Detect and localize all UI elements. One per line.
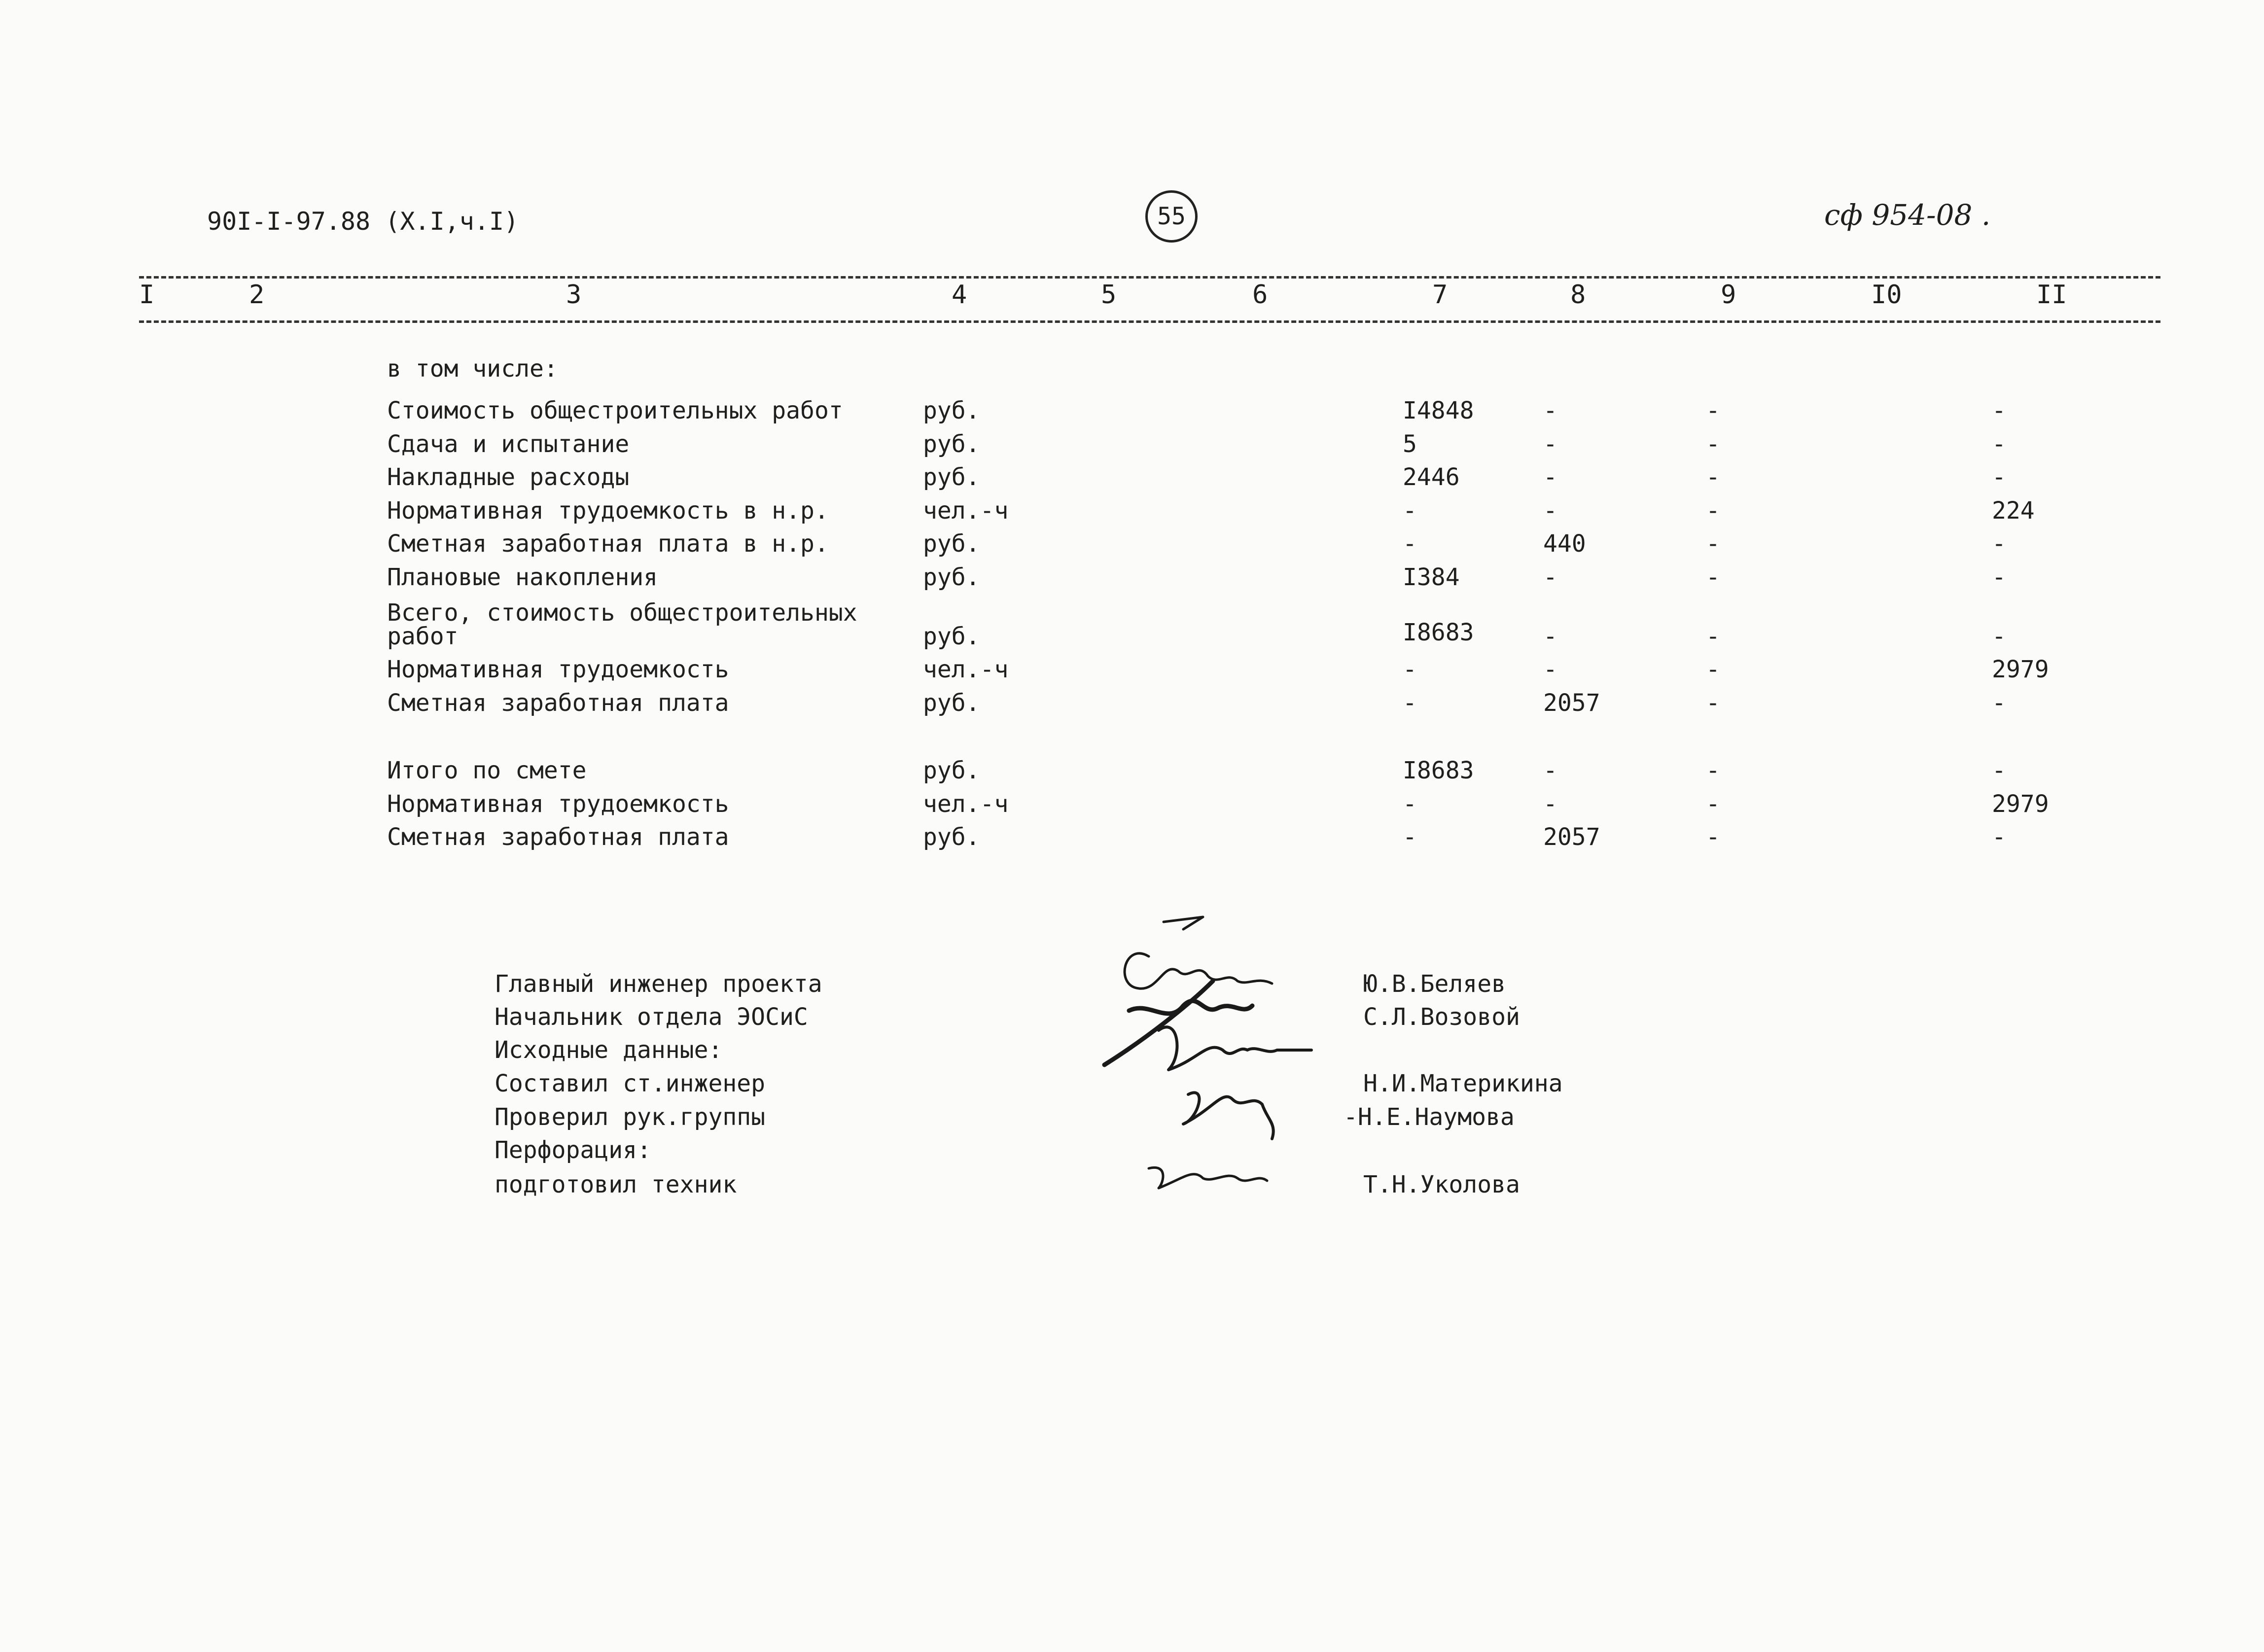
row-col9: -: [1706, 430, 1720, 458]
col-header-8: 8: [1570, 280, 1586, 310]
row-col8: -: [1543, 430, 1557, 458]
row-col7: I8683: [1403, 757, 1474, 784]
header-rule-bottom: [139, 320, 2160, 323]
row-unit: руб.: [923, 563, 980, 591]
signature-name: С.Л.Возовой: [1363, 1003, 1520, 1031]
col-header-10: I0: [1871, 280, 1902, 310]
row-col7: 5: [1403, 430, 1417, 458]
row-col7: 2446: [1403, 463, 1460, 491]
row-col11: 224: [1992, 497, 2035, 525]
document-code: 90I-I-97.88 (X.I,ч.I): [207, 207, 519, 236]
row-name: Стоимость общестроительных работ: [387, 397, 843, 424]
row-col7: -: [1403, 656, 1417, 683]
signature-name: Т.Н.Уколова: [1363, 1171, 1520, 1198]
row-name: Плановые накопления: [387, 563, 658, 591]
row-col9: -: [1706, 463, 1720, 491]
row-name-continued: работ: [387, 623, 459, 650]
signature-name: Н.И.Материкина: [1363, 1070, 1563, 1097]
header-rule-top: [139, 276, 2160, 279]
row-col8: 2057: [1543, 689, 1600, 717]
row-col9: -: [1706, 757, 1720, 784]
row-col11: -: [1992, 530, 2006, 558]
row-unit: руб.: [923, 689, 980, 717]
row-name: Всего, стоимость общестроительных: [387, 599, 857, 627]
col-header-3: 3: [566, 280, 582, 310]
row-col7: -: [1403, 530, 1417, 558]
row-col11: -: [1992, 623, 2006, 650]
sheet-code: сф 954-08 .: [1824, 198, 1991, 232]
row-col8: -: [1543, 656, 1557, 683]
row-col9: -: [1706, 823, 1720, 851]
row-unit: чел.-ч: [923, 790, 1009, 818]
signature-role: Перфорация:: [495, 1136, 651, 1164]
row-col7: -: [1403, 790, 1417, 818]
row-col8: 440: [1543, 530, 1586, 558]
col-header-6: 6: [1252, 280, 1268, 310]
signature-naumova: [1183, 1092, 1274, 1139]
row-name: Нормативная трудоемкость: [387, 656, 729, 683]
row-unit: чел.-ч: [923, 497, 1009, 525]
row-col11: -: [1992, 689, 2006, 717]
row-col7: I4848: [1403, 397, 1474, 424]
row-col11: -: [1992, 463, 2006, 491]
row-col9: -: [1706, 790, 1720, 818]
signature-beliaev: [1125, 917, 1272, 988]
row-col8: -: [1543, 790, 1557, 818]
col-header-4: 4: [952, 280, 967, 310]
row-unit: руб.: [923, 530, 980, 558]
row-name: Нормативная трудоемкость в н.р.: [387, 497, 829, 525]
col-header-9: 9: [1721, 280, 1736, 310]
row-col9: -: [1706, 497, 1720, 525]
row-col7: -: [1403, 823, 1417, 851]
row-name: Сметная заработная плата: [387, 823, 729, 851]
row-name: Сметная заработная плата в н.р.: [387, 530, 829, 558]
row-unit: руб.: [923, 757, 980, 784]
row-col7: I8683: [1403, 619, 1474, 646]
row-unit: руб.: [923, 397, 980, 424]
row-name: Нормативная трудоемкость: [387, 790, 729, 818]
col-header-1: I: [139, 280, 155, 310]
row-col9: -: [1706, 656, 1720, 683]
row-name: Накладные расходы: [387, 463, 630, 491]
row-col11: -: [1992, 397, 2006, 424]
col-header-7: 7: [1432, 280, 1448, 310]
row-col9: -: [1706, 623, 1720, 650]
row-col8: -: [1543, 497, 1557, 525]
row-name: Итого по смете: [387, 757, 587, 784]
section-label: в том числе:: [387, 355, 558, 383]
row-col8: -: [1543, 757, 1557, 784]
row-col11: 2979: [1992, 656, 2049, 683]
row-col9: -: [1706, 689, 1720, 717]
row-col8: 2057: [1543, 823, 1600, 851]
row-col8: -: [1543, 623, 1557, 650]
row-name: Сметная заработная плата: [387, 689, 729, 717]
row-col8: -: [1543, 397, 1557, 424]
row-col11: -: [1992, 823, 2006, 851]
row-unit: руб.: [923, 463, 980, 491]
row-unit: руб.: [923, 623, 980, 650]
row-col9: -: [1706, 397, 1720, 424]
signature-ukolova: [1149, 1167, 1267, 1188]
signature-role: Составил ст.инженер: [495, 1070, 766, 1097]
signature-role: Начальник отдела ЭОСиС: [495, 1003, 808, 1031]
signature-role: Проверил рук.группы: [495, 1103, 766, 1131]
row-unit: руб.: [923, 823, 980, 851]
row-unit: чел.-ч: [923, 656, 1009, 683]
row-col7: -: [1403, 689, 1417, 717]
row-col11: -: [1992, 563, 2006, 591]
row-col9: -: [1706, 530, 1720, 558]
row-unit: руб.: [923, 430, 980, 458]
col-header-11: II: [2036, 280, 2067, 310]
row-col9: -: [1706, 563, 1720, 591]
row-col8: -: [1543, 463, 1557, 491]
signature-name: Ю.В.Беляев: [1363, 970, 1506, 998]
signature-name: -Н.Е.Наумова: [1344, 1103, 1515, 1131]
row-col7: I384: [1403, 563, 1460, 591]
page-number-circle: 55: [1145, 190, 1198, 243]
row-col7: -: [1403, 497, 1417, 525]
row-name: Сдача и испытание: [387, 430, 630, 458]
signature-materikina: [1159, 1027, 1311, 1070]
col-header-2: 2: [249, 280, 265, 310]
row-col8: -: [1543, 563, 1557, 591]
signature-role: Исходные данные:: [495, 1036, 723, 1064]
row-col11: -: [1992, 757, 2006, 784]
signature-role: подготовил техник: [495, 1171, 737, 1198]
signature-role: Главный инженер проекта: [495, 970, 822, 998]
col-header-5: 5: [1101, 280, 1117, 310]
row-col11: -: [1992, 430, 2006, 458]
handwritten-signatures: [1085, 902, 1361, 1208]
row-col11: 2979: [1992, 790, 2049, 818]
